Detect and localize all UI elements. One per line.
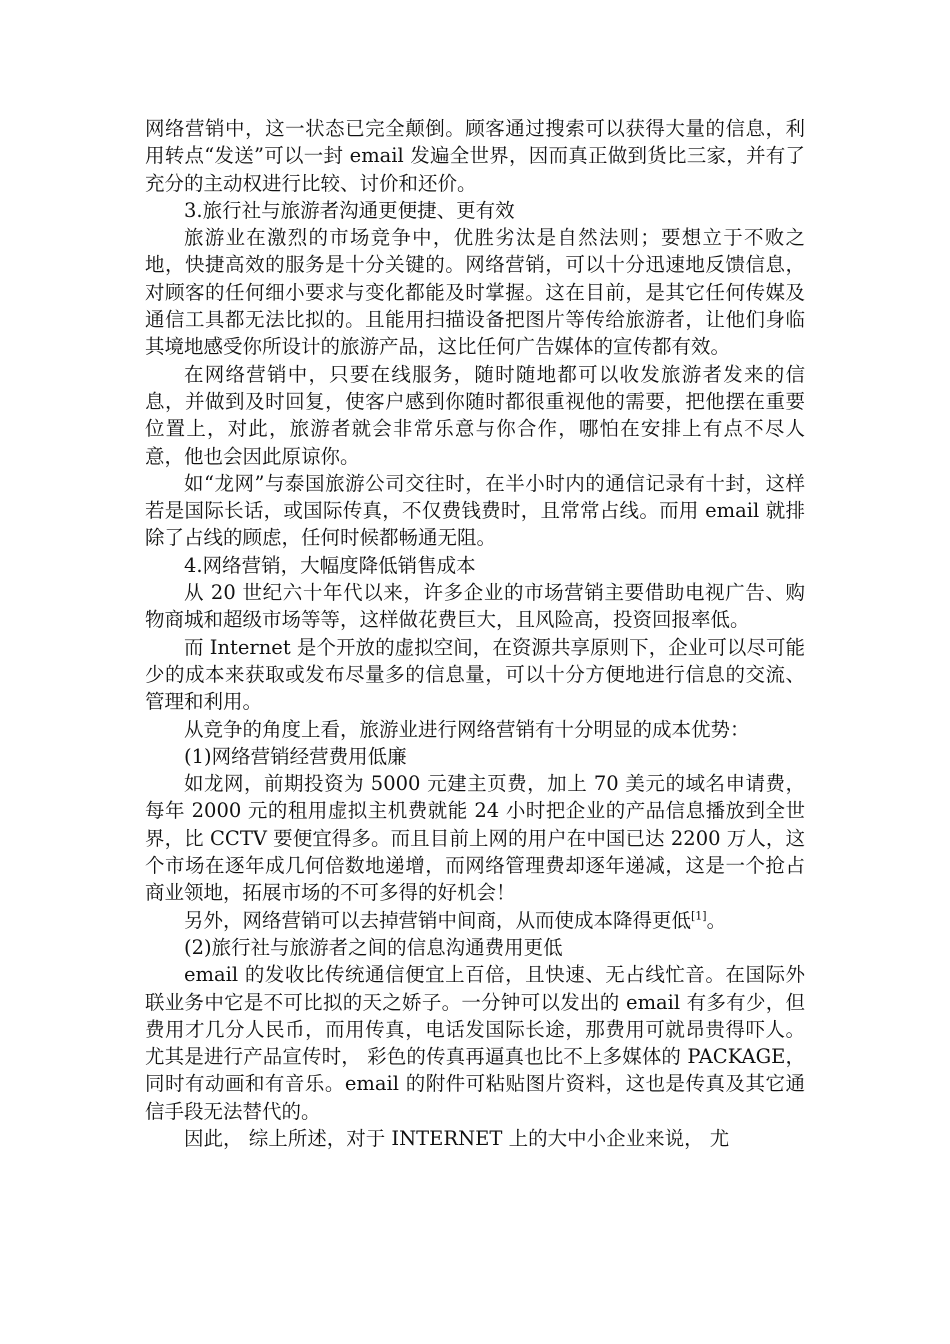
paragraph-4: 在网络营销中，只要在线服务，随时随地都可以收发旅游者发来的信息，并做到及时回复，使客户感到你随时都很重视他的需要，把他摆在重要位置上，对此，旅游者就会非常乐意与你合作，哪怕在安排上有点不尽人意，他也会因此原谅你。 [145,362,805,468]
paragraph-11: 如龙网，前期投资为 5000 元建主页费，加上 70 美元的域名申请费，每年 2000 元的租用虚拟主机费就能 24 小时把企业的产品信息播放到全世界，比 CCTV 要便宜得多。而且目前上网的用户在中国已达 2200 万人，这个市场在逐年成几何倍数地递增，而网络管理费却逐年递减，这是一个抢占商业领地，拓展市场的不可多得的好机会！ [145,772,805,905]
paragraph-12-text: 另外，网络营销可以去掉营销中间商，从而使成本降得更低 [184,908,692,932]
paragraph-9: 从竞争的角度上看，旅游业进行网络营销有十分明显的成本优势： [184,717,750,741]
paragraph-12-tail: 。 [706,908,727,932]
subheading-2: (2)旅行社与旅游者之间的信息沟通费用更低 [184,935,563,959]
section-heading-4: 4.网络营销，大幅度降低销售成本 [184,553,476,577]
paragraph-12 [145,907,805,934]
paragraph-15: 因此， 综上所述，对于 INTERNET 上的大中小企业来说， 尤 [184,1126,730,1150]
subheading-1: (1)网络营销经营费用低廉 [184,744,407,768]
paragraph-7: 从 20 世纪六十年代以来，许多企业的市场营销主要借助电视广告、购物商城和超级市场等等，这样做花费巨大，且风险高，投资回报率低。 [145,581,805,632]
paragraph-8: 而 Internet 是个开放的虚拟空间，在资源共享原则下，企业可以尽可能少的成本来获取或发布尽量多的信息量，可以十分方便地进行信息的交流、管理和利用。 [145,635,805,714]
paragraph-14: email 的发收比传统通信便宜上百倍，且快速、无占线忙音。在国际外联业务中它是不可比拟的天之娇子。一分钟可以发出的 email 有多有少，但费用才几分人民币，而用传真，电话发国际长途，那费用可就昂贵得吓人。尤其是进行产品宣传时， 彩色的传真再逼真也比不上多媒体的 PACKAGE，同时有动画和有音乐。email 的附件可粘贴图片资料，这也是传真及其它通信手段无法替代的。 [145,963,805,1123]
paragraph-5: 如“龙网”与泰国旅游公司交往时，在半小时内的通信记录有十封，这样若是国际长话，或国际传真，不仅费钱费时，且常常占线。而用 email 就排除了占线的顾虑，任何时候都畅通无阻。 [145,471,805,550]
section-heading-3: 3.旅行社与旅游者沟通更便捷、更有效 [184,198,515,222]
citation-ref: [1] [691,909,707,923]
paragraph-3: 旅游业在激烈的市场竞争中，优胜劣汰是自然法则；要想立于不败之地，快捷高效的服务是十分关键的。网络营销，可以十分迅速地反馈信息，对顾客的任何细小要求与变化都能及时掌握。这在目前，是其它任何传媒及通信工具都无法比拟的。且能用扫描设备把图片等传给旅游者，让他们身临其境地感受你所设计的旅游产品，这比任何广告媒体的宣传都有效。 [145,226,805,359]
paragraph-1: 网络营销中，这一状态已完全颠倒。顾客通过搜索可以获得大量的信息，利用转点“发送”可以一封 email 发遍全世界，因而真正做到货比三家，并有了充分的主动权进行比较、讨价和还价。 [145,117,805,195]
document-body [145,115,805,1152]
